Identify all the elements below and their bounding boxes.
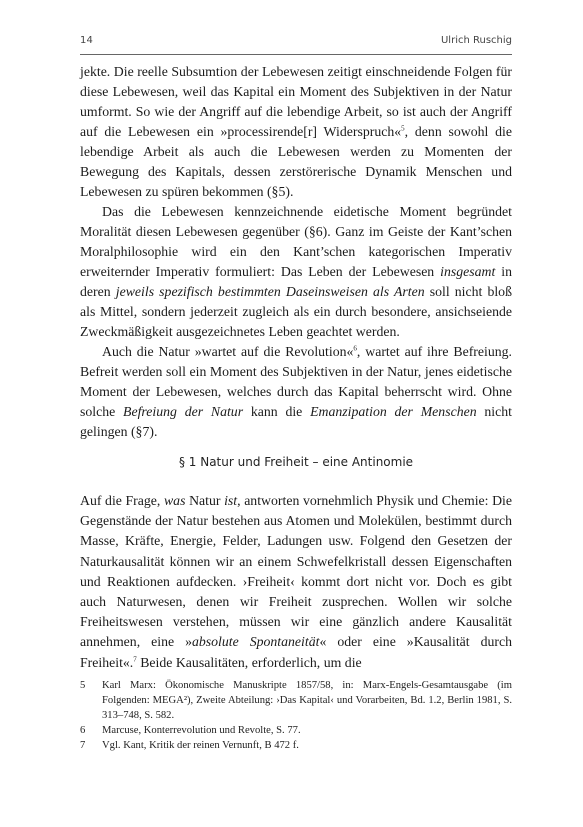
paragraph-1-text-b: , denn sowohl die lebendige Arbeit als auch die Lebewesen werden zu Momenten der Bewegung des Kapitals, dessen zerstörerische Dynamik Menschen und Lebewesen zu spüren bekommen (§5). xyxy=(80,124,512,199)
footnote-7 xyxy=(80,738,512,753)
footnote-ref-5[interactable]: 5 xyxy=(401,124,405,133)
section-text-d: « oder eine »Kausalität durch Freiheit«. xyxy=(80,634,513,670)
section-text-a: Auf die Frage, xyxy=(80,493,164,508)
footnote-number: 7 xyxy=(80,740,86,751)
paragraph-1 xyxy=(80,62,512,202)
section-text-b: Natur xyxy=(185,493,225,508)
section-heading: § 1 Natur und Freiheit – eine Antinomie xyxy=(178,455,414,469)
body-text-top xyxy=(80,62,512,442)
footnote-text: Karl Marx: Ökonomische Manuskripte 1857/58, in: Marx-Engels-Gesamtausgabe (im Folgenden: MEGA²), Zweite Abteilung: ›Das Kapital‹ und Vorarbeiten, Bd. 1.2, Berlin 1981, S. 313–748, S. 582. xyxy=(102,680,512,721)
running-head-author: Ulrich Ruschig xyxy=(440,35,512,46)
paragraph-2-text-a: Das die Lebewesen kennzeichnende eidetische Moment begründet Moralität diesen Lebewesen gegenüber (§6). Ganz im Geiste der Kant’schen Moralphilosophie wird ein den Kant’schen kategorischen Imperativ erweiternder Imperativ formuliert: Das Leben der Lebewesen xyxy=(80,204,512,279)
footnote-ref-6[interactable]: 6 xyxy=(353,344,357,353)
paragraph-3-text-d: nicht gelingen (§7). xyxy=(80,404,512,439)
section-text-c: , antworten vornehmlich Physik und Chemie: Die Gegenstände der Natur bestehen aus Atomen und Molekülen, bestimmt durch Masse, Kräfte, Energie, Felder, Ladungen usw. Folgend den Gesetzen der Naturkausalität können wir an einem Schwefelkristall dessen Eigenschaften und Reaktionen aufdecken. ›Freiheit‹ kommt dort nicht vor. Doch es gibt auch Naturwesen, denen wir Freiheit zusprechen. Wollen wir solche Freiheitswesen verstehen, müssen wir eine gänzlich andere Kausalität annehmen, eine » xyxy=(80,493,513,650)
paragraph-2 xyxy=(80,202,512,342)
section-emphasis-spontaneity: absolute Spontaneität xyxy=(191,634,320,650)
page-number: 14 xyxy=(80,35,94,46)
footnote-6 xyxy=(80,723,512,738)
footnote-text: Marcuse, Konterrevolution und Revolte, S. 77. xyxy=(102,725,301,736)
paragraph-1-text-a: jekte. Die reelle Subsumtion der Lebewesen zeitigt einschneidende Folgen für diese Lebewesen, weil das Kapital ein Moment des Subjektiven in der Natur umformt. So wie der Angriff auf die lebendige Arbeit, so ist auch der Angriff auf die Lebewesen ein »processirende[r] Widerspruch« xyxy=(80,64,512,139)
paragraph-3-text-b: , wartet auf ihre Befreiung. Befreit werden soll ein Moment des Subjektiven in der Natur, jenes eidetische Moment der Lebewesen, welches durch das Kapital beherrscht wird. Ohne solche xyxy=(80,344,512,419)
body-text-section xyxy=(80,491,512,673)
paragraph-3-text-a: Auch die Natur »wartet auf die Revolution« xyxy=(102,344,354,359)
paragraph-2-text-c: soll nicht bloß als Mittel, sondern jederzeit zugleich als ein durch besondere, ansichseiende Zweckmäßigkeit ausgezeichnetes Leben geachtet werden. xyxy=(80,284,512,339)
section-emphasis-ist: ist xyxy=(224,493,238,508)
footnote-text: Vgl. Kant, Kritik der reinen Vernunft, B 472 f. xyxy=(102,740,299,751)
paragraph-3-text-c: kann die xyxy=(243,404,311,419)
section-text-e: Beide Kausalitäten, erforderlich, um die xyxy=(136,654,362,670)
paragraph-2-emphasis-2: jeweils spezifisch bestimmten Daseinsweisen als Arten xyxy=(115,284,425,299)
footnote-number: 5 xyxy=(80,680,86,691)
section-emphasis-was: was xyxy=(163,493,186,508)
paragraph-2-emphasis-1: insgesamt xyxy=(440,264,496,279)
footnote-5 xyxy=(80,678,512,723)
footnote-ref-7[interactable]: 7 xyxy=(133,655,137,664)
running-header xyxy=(80,32,512,55)
section-paragraph xyxy=(80,491,512,673)
paragraph-3-emphasis-1: Befreiung der Natur xyxy=(123,404,244,419)
footnote-number: 6 xyxy=(80,725,86,736)
paragraph-2-text-b: in deren xyxy=(80,264,512,299)
paragraph-3-emphasis-2: Emanzipation der Menschen xyxy=(310,404,477,419)
paragraph-3 xyxy=(80,342,512,442)
footnotes xyxy=(80,678,512,753)
